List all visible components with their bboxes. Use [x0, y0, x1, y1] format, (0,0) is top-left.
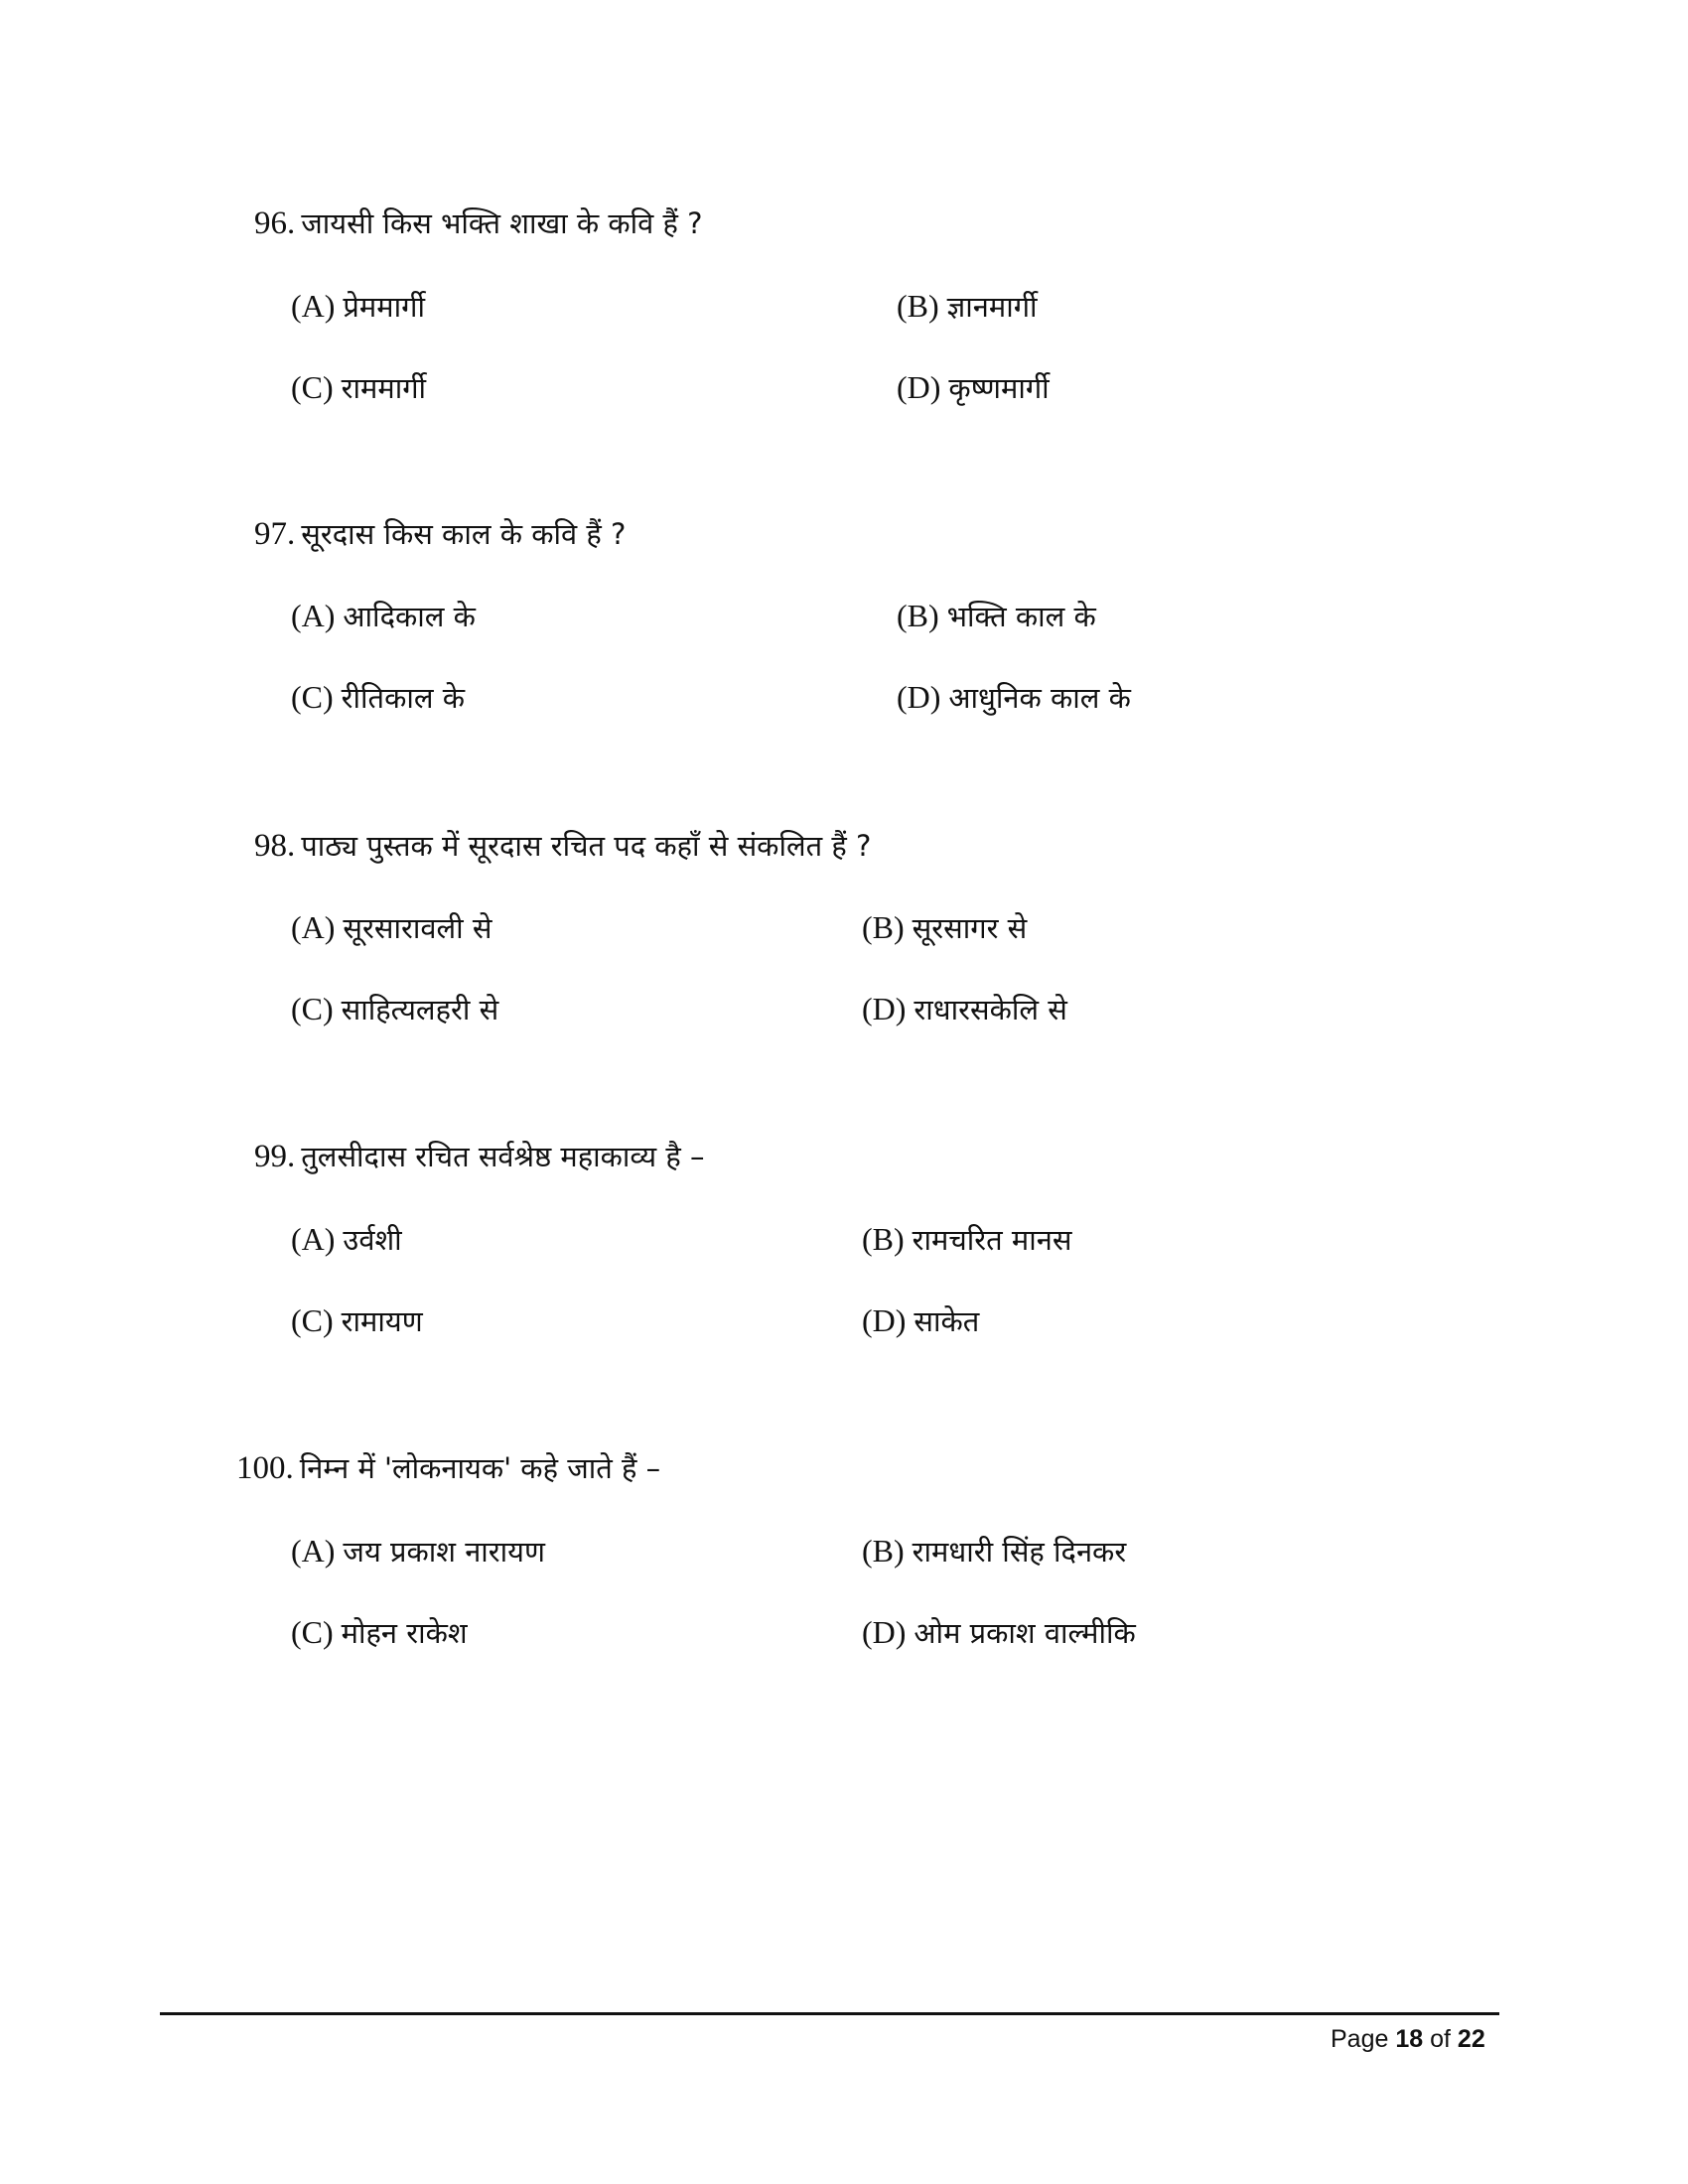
option-a [291, 907, 492, 948]
option-text: राममार्गी [341, 371, 427, 405]
option-label: (C) [291, 679, 334, 715]
question-text [254, 514, 626, 554]
question-number: 96. [254, 205, 296, 241]
option-label: (C) [291, 369, 334, 405]
option-text: आधुनिक काल के [948, 681, 1131, 715]
option-label: (C) [291, 991, 334, 1026]
option-c [291, 1612, 468, 1653]
option-text: प्रेममार्गी [343, 290, 425, 324]
option-text: ज्ञानमार्गी [946, 290, 1038, 324]
option-text: रीतिकाल के [341, 681, 466, 715]
option-b [897, 286, 1038, 327]
question-body: सूरदास किस काल के कवि हैं ? [301, 517, 627, 551]
option-c [291, 367, 426, 408]
question-text [254, 204, 703, 243]
option-label: (A) [291, 1221, 336, 1257]
option-a [291, 596, 476, 636]
question-number: 100. [236, 1450, 294, 1486]
option-text: भक्ति काल के [946, 600, 1096, 633]
option-c [291, 677, 465, 718]
option-text: रामचरित मानस [912, 1223, 1072, 1257]
option-label: (B) [862, 909, 905, 945]
option-text: रामायण [341, 1304, 423, 1338]
option-text: सूरसागर से [912, 911, 1028, 945]
option-d [862, 1300, 979, 1341]
question-body: जायसी किस भक्ति शाखा के कवि हैं ? [301, 206, 703, 240]
option-label: (B) [862, 1221, 905, 1257]
option-text: राधारसकेलि से [914, 993, 1067, 1026]
option-label: (C) [291, 1614, 334, 1650]
question-body: पाठ्य पुस्तक में सूरदास रचित पद कहाँ से संकलित हैं ? [301, 829, 872, 863]
option-text: साहित्यलहरी से [341, 993, 499, 1026]
option-c [291, 989, 498, 1029]
option-text: रामधारी सिंह दिनकर [912, 1535, 1127, 1569]
question-text [236, 1448, 660, 1488]
question-number: 97. [254, 516, 296, 552]
option-label: (D) [897, 369, 941, 405]
question-body: तुलसीदास रचित सर्वश्रेष्ठ महाकाव्य है – [301, 1140, 705, 1173]
option-label: (D) [862, 991, 907, 1026]
option-text: सूरसारावली से [343, 911, 492, 945]
question-number: 99. [254, 1139, 296, 1174]
option-b [862, 1531, 1126, 1571]
option-b [862, 1219, 1071, 1260]
question-text [254, 1137, 705, 1176]
question-body: निम्न में 'लोकनायक' कहे जाते हैं – [299, 1451, 661, 1485]
option-text: मोहन राकेश [341, 1616, 468, 1650]
option-text: कृष्णमार्गी [948, 371, 1050, 405]
option-d [862, 1612, 1136, 1653]
option-text: जय प्रकाश नारायण [343, 1535, 545, 1569]
of-label: of [1430, 2025, 1451, 2053]
option-label: (A) [291, 288, 336, 324]
option-text: ओम प्रकाश वाल्मीकि [914, 1616, 1136, 1650]
option-label: (C) [291, 1302, 334, 1338]
option-label: (D) [862, 1614, 907, 1650]
option-d [897, 367, 1050, 408]
footer-divider [160, 2012, 1499, 2015]
page-prefix: Page [1331, 2025, 1389, 2053]
total-pages: 22 [1457, 2025, 1485, 2053]
option-text: आदिकाल के [343, 600, 476, 633]
option-a [291, 286, 425, 327]
option-label: (A) [291, 909, 336, 945]
page-number [1331, 2025, 1485, 2054]
option-c [291, 1300, 423, 1341]
option-label: (D) [862, 1302, 907, 1338]
option-text: उर्वशी [343, 1223, 402, 1257]
question-text [254, 826, 871, 866]
option-d [862, 989, 1067, 1029]
option-label: (D) [897, 679, 941, 715]
option-b [862, 907, 1027, 948]
option-label: (A) [291, 1533, 336, 1569]
option-label: (B) [862, 1533, 905, 1569]
option-label: (A) [291, 598, 336, 633]
current-page: 18 [1395, 2025, 1424, 2053]
option-a [291, 1531, 545, 1571]
option-label: (B) [897, 288, 939, 324]
option-a [291, 1219, 402, 1260]
option-text: साकेत [914, 1304, 980, 1338]
option-label: (B) [897, 598, 939, 633]
option-b [897, 596, 1096, 636]
option-d [897, 677, 1131, 718]
question-number: 98. [254, 828, 296, 864]
